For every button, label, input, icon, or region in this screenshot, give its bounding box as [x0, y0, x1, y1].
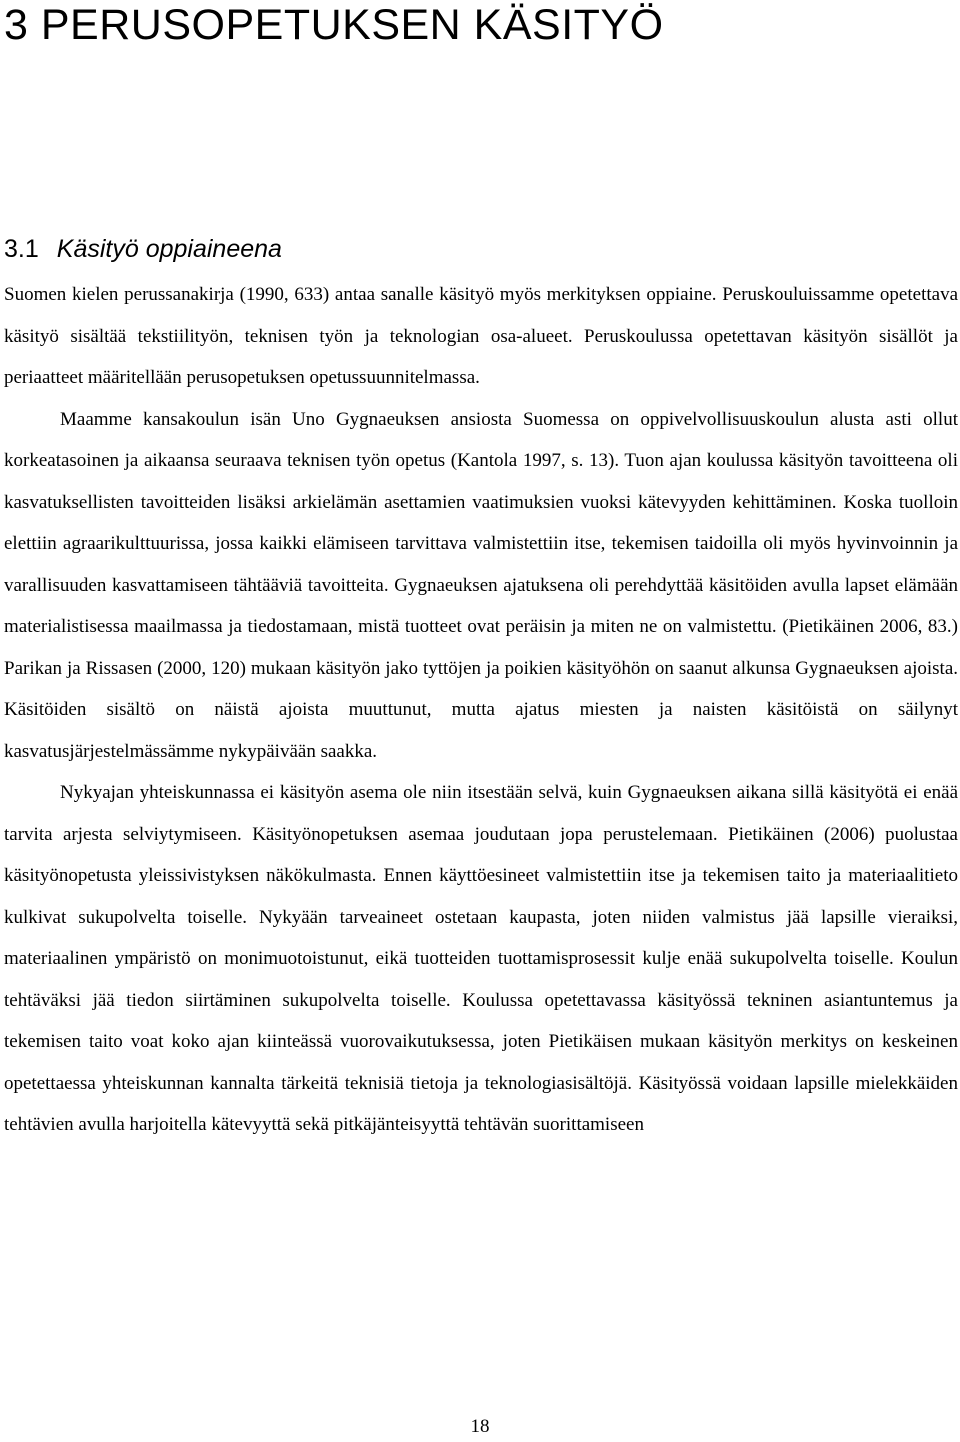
paragraph-2 — [4, 399, 958, 773]
sentence: Koulussa opetettavassa käsityössä tekninen asiantuntemus ja tekemisen taito voat koko ajan kiinteässä vuorovaikutuksessa, joten Pietikäisen mukaan käsityön merkitys on keskeinen opetettaessa yhteiskunnan kannalta tärkeitä teknisiä tietoja ja teknologiasisältöjä. — [4, 989, 958, 1094]
sentence: Käsityössä voidaan lapsille mielekkäiden tehtävien avulla harjoitella kätevyyttä sekä pitkäjänteisyyttä tehtävän suorittamiseen — [4, 1072, 958, 1135]
section-number: 3.1 — [4, 235, 39, 263]
sentence: Tuon ajan koulussa käsityön tavoitteena oli kasvatuksellisten tavoitteiden lisäksi arkielämän asettamien vaatimuksien vuoksi kätevyyden kehittäminen. — [4, 450, 958, 513]
sentence: Gygnaeuksen ajatuksena oli perehdyttää käsitöiden avulla lapset elämään materialistisessa maailmassa ja tiedostamaan, mistä tuotteet ovat peräisin ja miten ne on valmistettu. (Pietikäinen 2006, 83.) — [4, 574, 958, 637]
sentence: Koska tuolloin elettiin agraarikulttuurissa, jossa kaikki elämiseen tarvittava valmistettiin itse, tekemisen taidoilla oli myös hyvinvoinnin ja varallisuuden kasvattamiseen tähtääviä tavoitteita. — [4, 491, 959, 596]
paragraph-1 — [4, 274, 958, 399]
sentence: Käsityönopetuksen asemaa joudutaan jopa perustelemaan. — [252, 823, 718, 845]
sentence: Suomen kielen perussanakirja (1990, 633) antaa sanalle käsityö myös merkityksen oppiaine. — [4, 284, 717, 305]
sentence: Käsitöiden sisältö on näistä ajoista muuttunut, mutta ajatus miesten ja naisten käsitöistä on säilynyt kasvatusjärjestelmässämme nykypäivään saakka. — [4, 699, 958, 762]
sentence: Peruskouluissamme opetettava käsityö sisältää tekstiilityön, teknisen työn ja teknologian osa-alueet. — [4, 284, 958, 347]
sentence: Pietikäinen (2006) puolustaa käsityönopetusta yleissivistyksen näkökulmasta. — [4, 823, 958, 886]
page-number: 18 — [470, 1416, 490, 1437]
sentence: Peruskoulussa opetettavan käsityön sisällöt ja periaatteet määritellään perusopetuksen opetussuunnitelmassa. — [4, 325, 958, 388]
sentence: Nykyään tarveaineet ostetaan kaupasta, joten niiden valmistus jää lapsille vieraiksi, materiaalinen ympäristö on monimuotoistunut, eikä tuotteiden tuottamisprosessit kulje enää sukupolvelta toiselle. — [4, 906, 959, 969]
body-text — [4, 274, 958, 1146]
sentence: Maamme kansakoulun isän Uno Gygnaeuksen ansiosta Suomessa on oppivelvollisuuskoulun alusta asti ollut korkeatasoinen ja aikaansa seuraava teknisen työn opetus (Kantola 1997, s. 13). — [4, 408, 958, 471]
sentence: Parikan ja Rissasen (2000, 120) mukaan käsityön jako tyttöjen ja poikien käsityöhön on saanut alkunsa Gygnaeuksen ajoista. — [4, 657, 958, 679]
paragraph-3 — [4, 772, 958, 1146]
sentence: Nykyajan yhteiskunnassa ei käsityön asema ole niin itsestään selvä, kuin Gygnaeuksen aikana sillä käsityötä ei enää tarvita arjesta selviytymiseen. — [4, 782, 958, 845]
sentence: Ennen käyttöesineet valmistettiin itse ja tekemisen taito ja materiaalitieto kulkivat sukupolvelta toiselle. — [4, 865, 958, 928]
chapter-title: 3 PERUSOPETUKSEN KÄSITYÖ — [4, 1, 664, 49]
section-heading — [4, 232, 282, 266]
section-title: Käsityö oppiaineena — [56, 235, 282, 263]
sentence: Koulun tehtäväksi jää tiedon siirtäminen sukupolvelta toiselle. — [4, 948, 958, 1011]
